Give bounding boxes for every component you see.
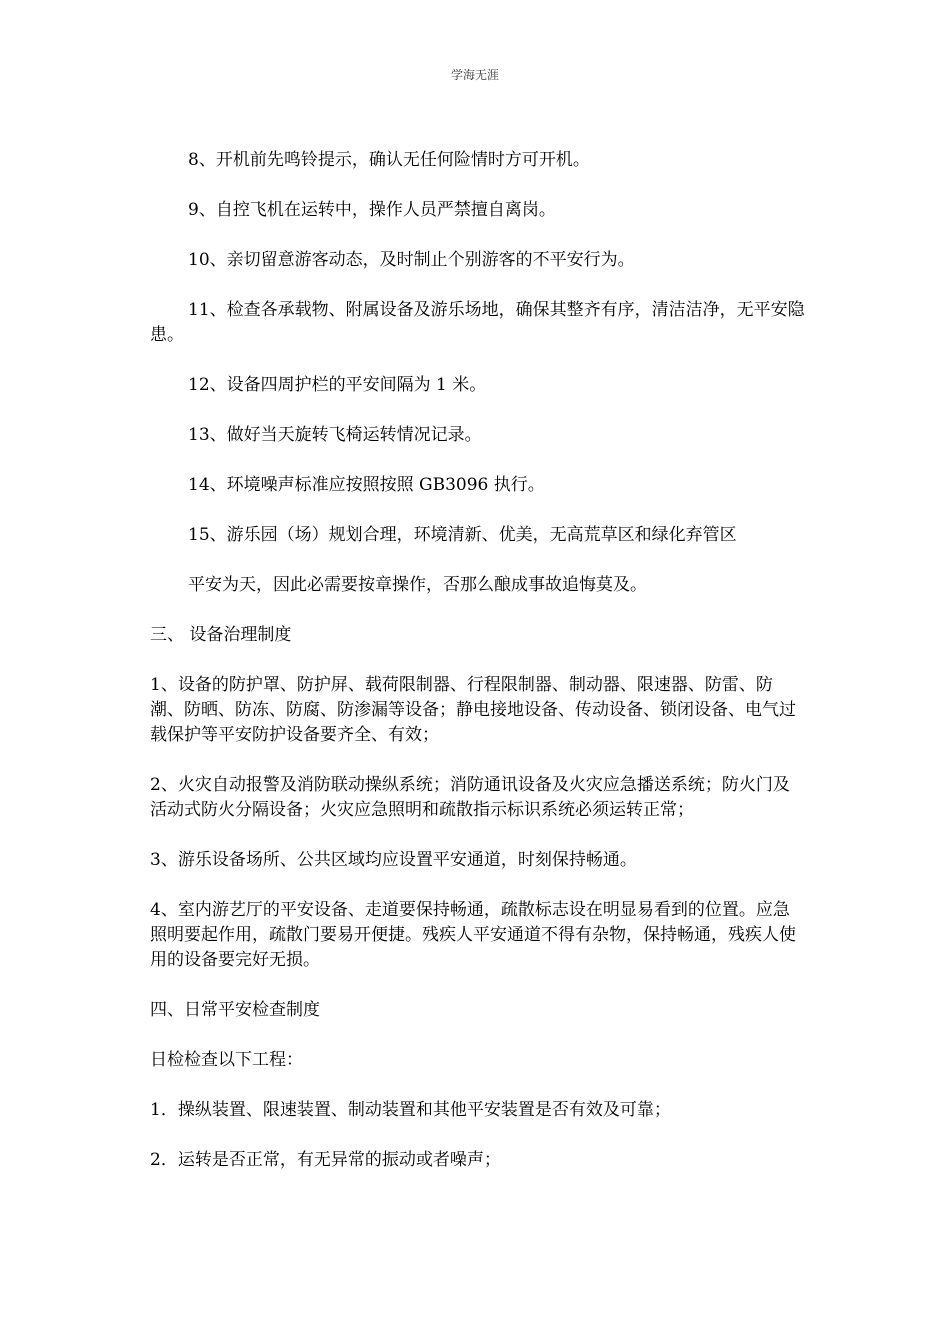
- page-header: 学海无涯: [450, 68, 499, 82]
- paragraph-item-8: 8、开机前先鸣铃提示，确认无任何险情时方可开机。: [188, 150, 590, 170]
- paragraph-item-14: 14、环境噪声标准应按照按照 GB3096 执行。: [188, 475, 545, 495]
- document-body: [150, 148, 806, 1198]
- safety-statement: 平安为天，因此必需要按章操作，否那么酿成事故追悔莫及。: [188, 575, 647, 595]
- equipment-item-4: 4、室内游艺厅的平安设备、走道要保持畅通，疏散标志设在明显易看到的位置。应急照明要起作用，疏散门要易开便捷。残疾人平安通道不得有杂物，保持畅通，残疾人使用的设备要完好无损。: [150, 900, 796, 970]
- paragraph-item-12: 12、设备四周护栏的平安间隔为 1 米。: [188, 375, 487, 395]
- paragraph-item-11: 11、检查各承载物、附属设备及游乐场地，确保其整齐有序，清洁洁净，无平安隐患。: [150, 300, 805, 345]
- equipment-item-3: 3、游乐设备场所、公共区域均应设置平安通道，时刻保持畅通。: [150, 850, 637, 870]
- equipment-item-2: 2、火灾自动报警及消防联动操纵系统；消防通讯设备及火灾应急播送系统；防火门及活动式防火分隔设备；火灾应急照明和疏散指示标识系统必须运转正常；: [150, 775, 790, 820]
- paragraph-item-10: 10、亲切留意游客动态，及时制止个别游客的不平安行为。: [188, 250, 635, 270]
- section-heading-daily-check: 四、日常平安检查制度: [150, 1000, 320, 1020]
- daily-check-item-2: 2．运转是否正常，有无异常的振动或者噪声；: [150, 1150, 501, 1170]
- daily-check-intro: 日检检查以下工程：: [150, 1050, 303, 1070]
- paragraph-item-15: 15、游乐园（场）规划合理，环境清新、优美，无高荒草区和绿化弃管区: [188, 525, 737, 545]
- paragraph-item-9: 9、自控飞机在运转中，操作人员严禁擅自离岗。: [188, 200, 556, 220]
- equipment-item-1: 1、设备的防护罩、防护屏、载荷限制器、行程限制器、制动器、限速器、防雷、防潮、防晒、防冻、防腐、防渗漏等设备；静电接地设备、传动设备、锁闭设备、电气过载保护等平安防护设备要齐全、有效；: [150, 675, 796, 745]
- paragraph-item-13: 13、做好当天旋转飞椅运转情况记录。: [188, 425, 482, 445]
- section-heading-equipment: 三、 设备治理制度: [150, 625, 292, 645]
- daily-check-item-1: 1．操纵装置、限速装置、制动装置和其他平安装置是否有效及可靠；: [150, 1100, 671, 1120]
